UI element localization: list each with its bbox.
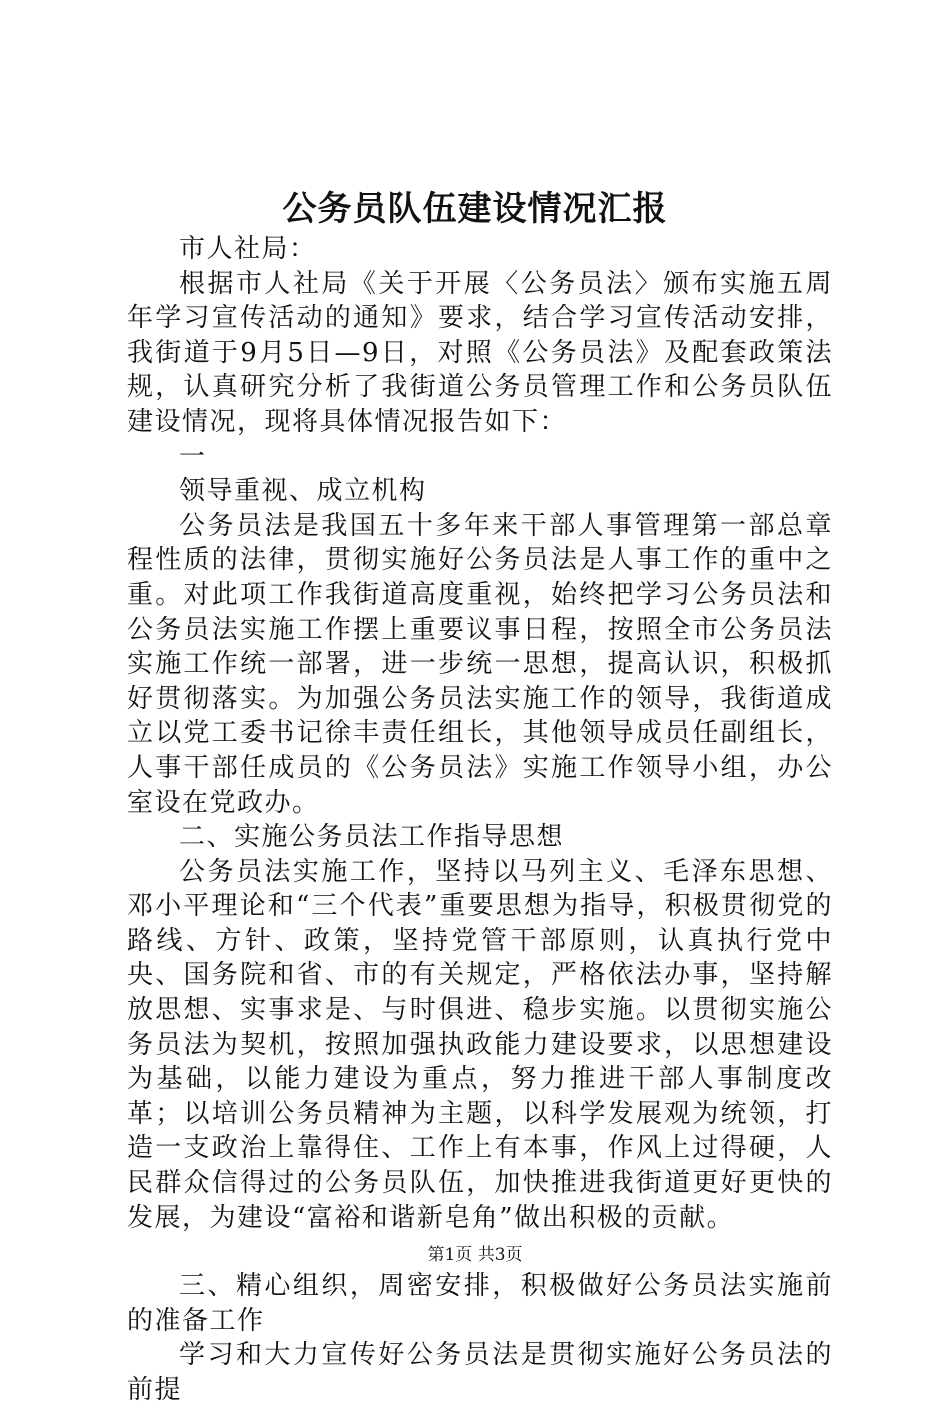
section-one-paragraph: 公务员法是我国五十多年来干部人事管理第一部总章程性质的法律，贯彻实施好公务员法是人事工作的重中之重。对此项工作我街道高度重视，始终把学习公务员法和公务员法实施工作摆上重要议事日程，按照全市公务员法实施工作统一部署，进一步统一思想，提高认识，积极抓好贯彻落实。为加强公务员法实施工作的领导，我街道成立以党工委书记徐丰责任组长，其他领导成员任副组长，人事干部任成员的《公务员法》实施工作领导小组，办公室设在党政办。 — [127, 510, 833, 818]
intro-paragraph: 根据市人社局《关于开展〈公务员法〉颁布实施五周年学习宣传活动的通知》要求，结合学习宣传活动安排，我街道于9月5日—9日，对照《公务员法》及配套政策法规，认真研究分析了我街道公务员管理工作和公务员队伍建设情况，现将具体情况报告如下： — [127, 268, 833, 437]
section-heading-one: 领导重视、成立机构 — [179, 476, 427, 507]
page-footer: 第1页 共3页 — [427, 1245, 523, 1265]
section-three-paragraph: 学习和大力宣传好公务员法是贯彻实施好公务员法的前提 — [127, 1340, 833, 1405]
section-heading-two: 二、实施公务员法工作指导思想 — [179, 822, 565, 853]
document-body — [127, 232, 833, 1408]
salutation: 市人社局： — [179, 234, 317, 264]
section-number-one: 一 — [179, 441, 207, 472]
document-title: 公务员队伍建设情况汇报 — [282, 189, 668, 229]
section-heading-three: 三、精心组织，周密安排，积极做好公务员法实施前的准备工作 — [127, 1271, 833, 1336]
section-two-paragraph: 公务员法实施工作，坚持以马列主义、毛泽东思想、邓小平理论和“三个代表”重要思想为指导，积极贯彻党的路线、方针、政策，坚持党管干部原则，认真执行党中央、国务院和省、市的有关规定，严格依法办事，坚持解放思想、实事求是、与时俱进、稳步实施。以贯彻实施公务员法为契机，按照加强执政能力建设要求，以思想建设为基础，以能力建设为重点，努力推进干部人事制度改革；以培训公务员精神为主题，以科学发展观为统领，打造一支政治上靠得住、工作上有本事，作风上过得硬，人民群众信得过的公务员队伍，加快推进我街道更好更快的发展，为建设“富裕和谐新皂角”做出积极的贡献。 — [127, 856, 833, 1233]
